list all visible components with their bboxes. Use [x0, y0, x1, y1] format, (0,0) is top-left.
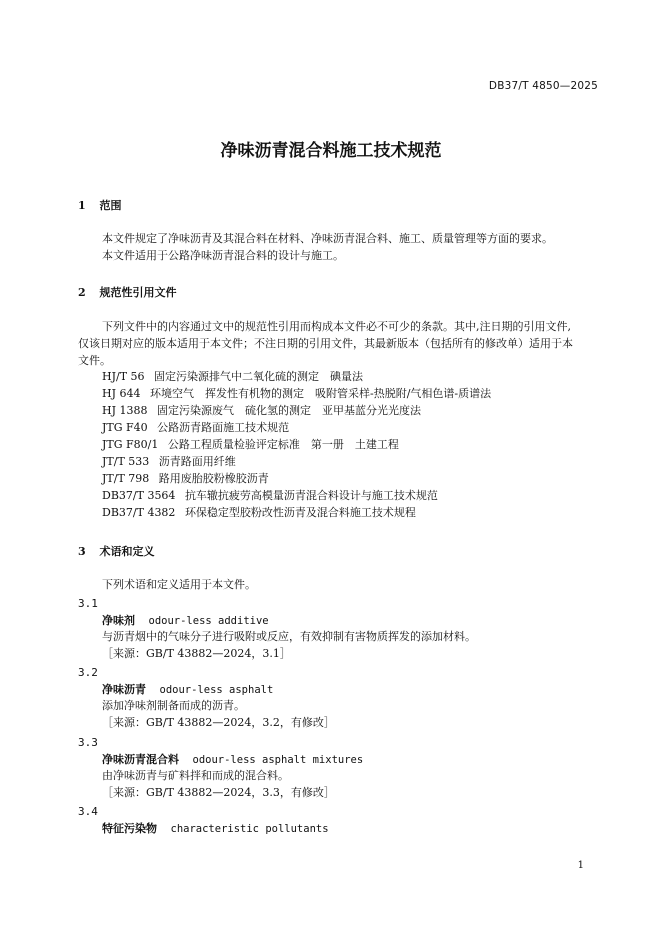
term-definition: 由净味沥青与矿料拌和而成的混合料。 [102, 769, 289, 782]
term-number: 3.4 [78, 805, 98, 818]
reference-title: 公路工程质量检验评定标准 第一册 土建工程 [167, 438, 399, 451]
section-2-heading [78, 284, 177, 300]
reference-title: 环保稳定型胶粉改性沥青及混合料施工技术规程 [184, 506, 416, 519]
term-source: ［来源：GB/T 43882—2024，3.2，有修改］ [102, 716, 335, 729]
term-heading [102, 820, 329, 838]
term-definition: 添加净味剂制备而成的沥青。 [102, 699, 245, 712]
section-number: 1 [78, 199, 86, 212]
paragraph: 仅该日期对应的版本适用于本文件；不注日期的引用文件，其最新版本（包括所有的修改单）适用于本 [78, 337, 573, 350]
term-chinese: 特征污染物 [102, 822, 157, 835]
section-number: 3 [78, 545, 86, 558]
term-chinese: 净味沥青 [102, 683, 146, 696]
reference-code: HJ 644 [102, 387, 141, 400]
reference-code: HJ/T 56 [102, 370, 145, 383]
reference-title: 固定污染源排气中二氧化硫的测定 碘量法 [154, 370, 364, 383]
paragraph: 文件。 [78, 354, 111, 367]
reference-title: 沥青路面用纤维 [158, 455, 236, 468]
term-number: 3.3 [78, 736, 98, 749]
reference-title: 抗车辙抗疲劳高模量沥青混合料设计与施工技术规范 [184, 489, 438, 502]
reference-code: DB37/T 3564 [102, 489, 176, 502]
term-source: ［来源：GB/T 43882—2024，3.3，有修改］ [102, 786, 335, 799]
paragraph: 下列文件中的内容通过文中的规范性引用而构成本文件必不可少的条款。其中,注日期的引用文件, [102, 320, 571, 333]
term-number: 3.2 [78, 666, 98, 679]
term-definition: 与沥青烟中的气味分子进行吸附或反应，有效抑制有害物质挥发的添加材料。 [102, 630, 476, 643]
reference-item [102, 419, 289, 436]
reference-item [102, 368, 363, 385]
reference-code: HJ 1388 [102, 404, 148, 417]
paragraph: 本文件规定了净味沥青及其混合料在材料、净味沥青混合料、施工、质量管理等方面的要求。 [102, 232, 553, 245]
section-title: 范围 [99, 199, 122, 212]
reference-code: JT/T 533 [102, 455, 150, 468]
term-english: odour-less asphalt mixtures [192, 754, 364, 766]
section-title: 术语和定义 [99, 545, 155, 558]
reference-item [102, 453, 236, 470]
document-number: DB37/T 4850—2025 [488, 80, 598, 92]
paragraph: 下列术语和定义适用于本文件。 [102, 578, 256, 591]
reference-code: DB37/T 4382 [102, 506, 176, 519]
section-3-heading [78, 543, 155, 559]
term-english: characteristic pollutants [170, 823, 329, 835]
reference-title: 公路沥青路面施工技术规范 [157, 421, 290, 434]
reference-item [102, 402, 421, 419]
term-chinese: 净味剂 [102, 614, 135, 627]
reference-title: 环境空气 挥发性有机物的测定 吸附管采样-热脱附/气相色谱-质谱法 [150, 387, 492, 400]
reference-item [102, 385, 491, 402]
page-title: 净味沥青混合料施工技术规范 [220, 141, 442, 161]
reference-item [102, 504, 416, 521]
term-source: ［来源：GB/T 43882—2024，3.1］ [102, 647, 291, 660]
term-english: odour-less asphalt [159, 684, 274, 696]
term-english: odour-less additive [148, 615, 269, 627]
reference-code: JT/T 798 [102, 472, 150, 485]
reference-title: 路用废胎胶粉橡胶沥青 [158, 472, 269, 485]
term-chinese: 净味沥青混合料 [102, 753, 179, 766]
reference-title: 固定污染源废气 硫化氢的测定 亚甲基蓝分光光度法 [157, 404, 421, 417]
section-1-heading [78, 197, 122, 213]
term-number: 3.1 [78, 597, 98, 610]
paragraph: 本文件适用于公路净味沥青混合料的设计与施工。 [102, 249, 344, 262]
reference-item [102, 487, 438, 504]
reference-code: JTG F40 [102, 421, 148, 434]
reference-item [102, 436, 399, 453]
reference-item [102, 470, 269, 487]
page-number: 1 [577, 860, 584, 871]
section-title: 规范性引用文件 [99, 286, 177, 299]
section-number: 2 [78, 286, 86, 299]
reference-code: JTG F80/1 [102, 438, 159, 451]
